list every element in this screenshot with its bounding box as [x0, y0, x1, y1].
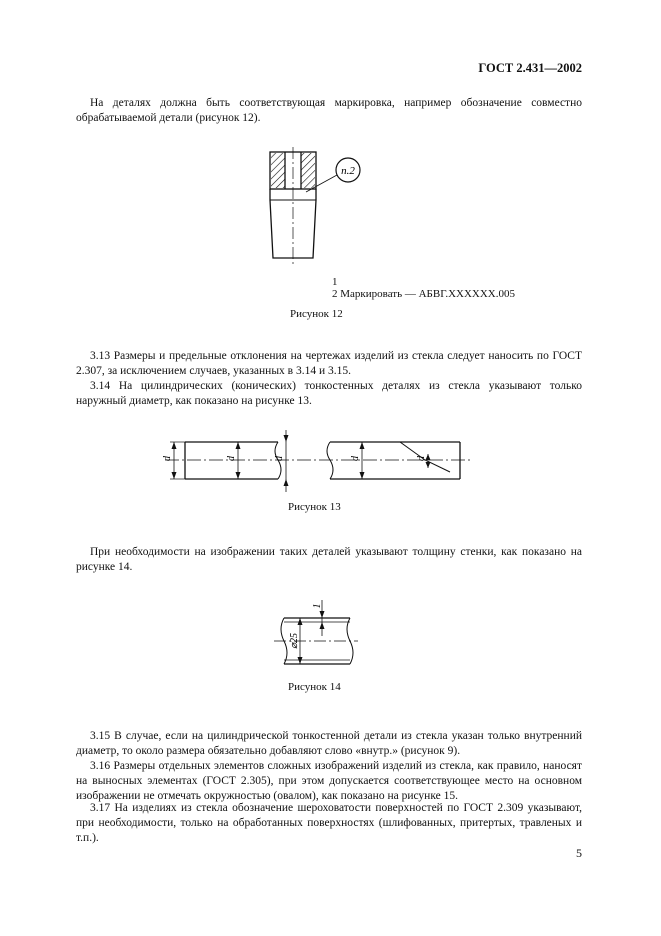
paragraph-3-16 [76, 759, 582, 804]
paragraph-3-17 [76, 801, 582, 846]
paragraph-3-15-text: 3.15 В случае, если на цилиндрической тонкостенной детали из стекла указан только внутренний диаметр, то около размера обязательно добавляют слово «внутр.» (рисунок 9). [76, 730, 582, 757]
figure-13-drawing [150, 428, 480, 496]
paragraph-3-16-text: 3.16 Размеры отдельных элементов сложных изображений изделий из стекла, как правило, наносят на выносных элементах (ГОСТ 2.305), при этом допускается соответствующее место на основном изображении не отмечать окружностью (овалом), как показано на рисунке 15. [76, 760, 582, 802]
paragraph-3-17-text: 3.17 На изделиях из стекла обозначение шероховатости поверхностей по ГОСТ 2.309 указывают, при необходимости, только на обработанных поверхностях (шлифованных, притертых, травленых и т.п.). [76, 802, 582, 844]
fig13-dim-label-4: d [350, 456, 361, 461]
figure-13-caption: Рисунок 13 [288, 501, 341, 513]
paragraph-wall-thickness [76, 545, 582, 575]
paragraph-marking-text: На деталях должна быть соответствующая маркировка, например обозначение совместно обрабатываемой детали (рисунок 12). [76, 97, 582, 124]
fig12-callout-label: п.2 [341, 165, 355, 177]
fig13-dim-label-5: d [416, 456, 427, 461]
fig12-note-text: 2 Маркировать — АБВГ.XXXXXX.005 [332, 288, 515, 300]
fig13-dim-label-1: d [162, 456, 173, 461]
fig12-note [332, 276, 515, 300]
paragraph-marking [76, 96, 582, 126]
paragraph-3-15 [76, 729, 582, 759]
paragraph-3-14 [76, 379, 582, 409]
document-header: ГОСТ 2.431—2002 [478, 61, 582, 75]
paragraph-3-13 [76, 349, 582, 379]
fig13-dim-label-3: d [274, 456, 285, 461]
paragraph-3-14-text: 3.14 На цилиндрических (конических) тонкостенных деталях из стекла указывают только наружный диаметр, как показано на рисунке 13. [76, 380, 582, 407]
page-number: 5 [576, 846, 582, 860]
fig14-diameter-label: ⌀25 [289, 632, 300, 650]
fig12-note-number: 1 [332, 276, 338, 288]
paragraph-wall-thickness-text: При необходимости на изображении таких деталей указывают толщину стенки, как показано на рисунке 14. [76, 546, 582, 573]
figure-14-drawing [270, 596, 360, 676]
fig13-dim-label-2: d [226, 456, 237, 461]
figure-12-caption: Рисунок 12 [290, 308, 343, 320]
fig12-hatch-right [301, 153, 315, 188]
paragraph-3-13-text: 3.13 Размеры и предельные отклонения на чертежах изделий из стекла следует наносить по ГОСТ 2.307, за исключением случаев, указанных в 3.14 и 3.15. [76, 350, 582, 377]
figure-12-drawing [255, 145, 375, 270]
fig14-wall-label: 1 [312, 603, 323, 609]
fig12-hatch-left [271, 153, 285, 188]
figure-14-caption: Рисунок 14 [288, 681, 341, 693]
